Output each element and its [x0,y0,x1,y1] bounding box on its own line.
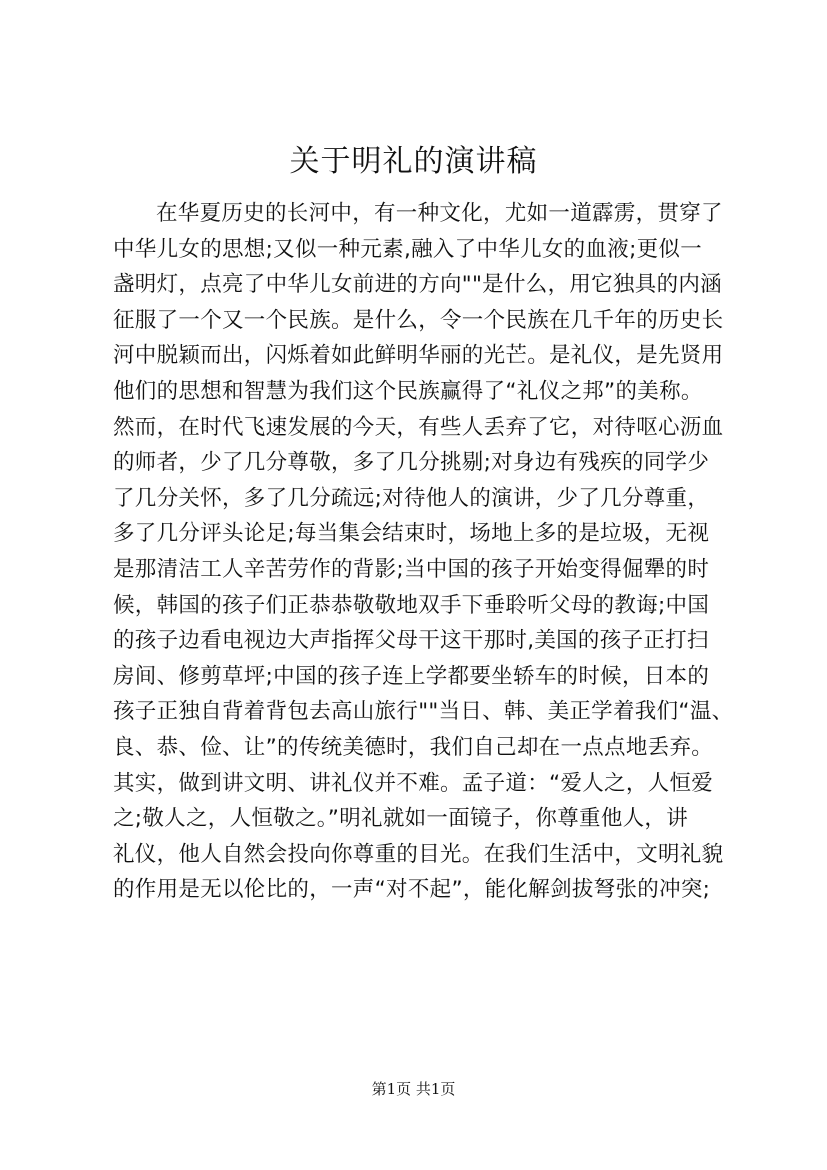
document-title: 关于明礼的演讲稿 [289,144,538,179]
paragraph-line: 良、恭、俭、让”的传统美德时，我们自己却在一点点地丢弃。 [113,734,714,760]
paragraph-line: 他们的思想和智慧为我们这个民族赢得了“礼仪之邦”的美称。 [113,378,703,404]
paragraph-line: 的师者，少了几分尊敬，多了几分挑剔;对身边有残疾的同学少 [113,450,710,476]
paragraph-line: 孩子正独自背着背包去高山旅行""当日、韩、美正学着我们“温、 [113,699,734,725]
page-footer: 第1页 共1页 [371,1080,456,1098]
paragraph-line: 的孩子边看电视边大声指挥父母干这干那时,美国的孩子正打扫 [113,628,709,654]
document-body [113,196,733,908]
paragraph-line: 的作用是无以伦比的，一声“对不起”，能化解剑拔弩张的冲突; [113,877,711,903]
paragraph-line: 河中脱颖而出，闪烁着如此鲜明华丽的光芒。是礼仪，是先贤用 [113,343,724,369]
paragraph-line: 征服了一个又一个民族。是什么，令一个民族在几千年的历史长 [113,307,724,333]
paragraph-line: 了几分关怀，多了几分疏远;对待他人的演讲，少了几分尊重， [113,485,710,511]
paragraph-line: 房间、修剪草坪;中国的孩子连上学都要坐轿车的时候，日本的 [113,663,710,689]
paragraph-line: 其实，做到讲文明、讲礼仪并不难。孟子道：“爱人之，人恒爱 [113,770,714,796]
paragraph-line: 候，韩国的孩子们正恭恭敬敬地双手下垂聆听父母的教诲;中国 [113,592,710,618]
paragraph-line: 在华夏历史的长河中，有一种文化，尤如一道霹雳，贯穿了 [156,201,723,226]
paragraph-line: 之;敬人之，人恒敬之。”明礼就如一面镜子，你尊重他人，讲 [113,806,689,832]
paragraph-line: 然而，在时代飞速发展的今天，有些人丢弃了它，对待呕心沥血 [113,414,724,440]
paragraph-line: 盏明灯，点亮了中华儿女前进的方向""是什么，用它独具的内涵 [113,272,722,298]
paragraph-line: 是那清洁工人辛苦劳作的背影;当中国的孩子开始变得倔犟的时 [113,556,710,582]
paragraph-line: 礼仪，他人自然会投向你尊重的目光。在我们生活中，文明礼貌 [113,841,724,867]
paragraph-line: 中华儿女的思想;又似一种元素,融入了中华儿女的血液;更似一 [113,236,703,262]
paragraph-line: 多了几分评头论足;每当集会结束时，场地上多的是垃圾，无视 [113,521,710,547]
